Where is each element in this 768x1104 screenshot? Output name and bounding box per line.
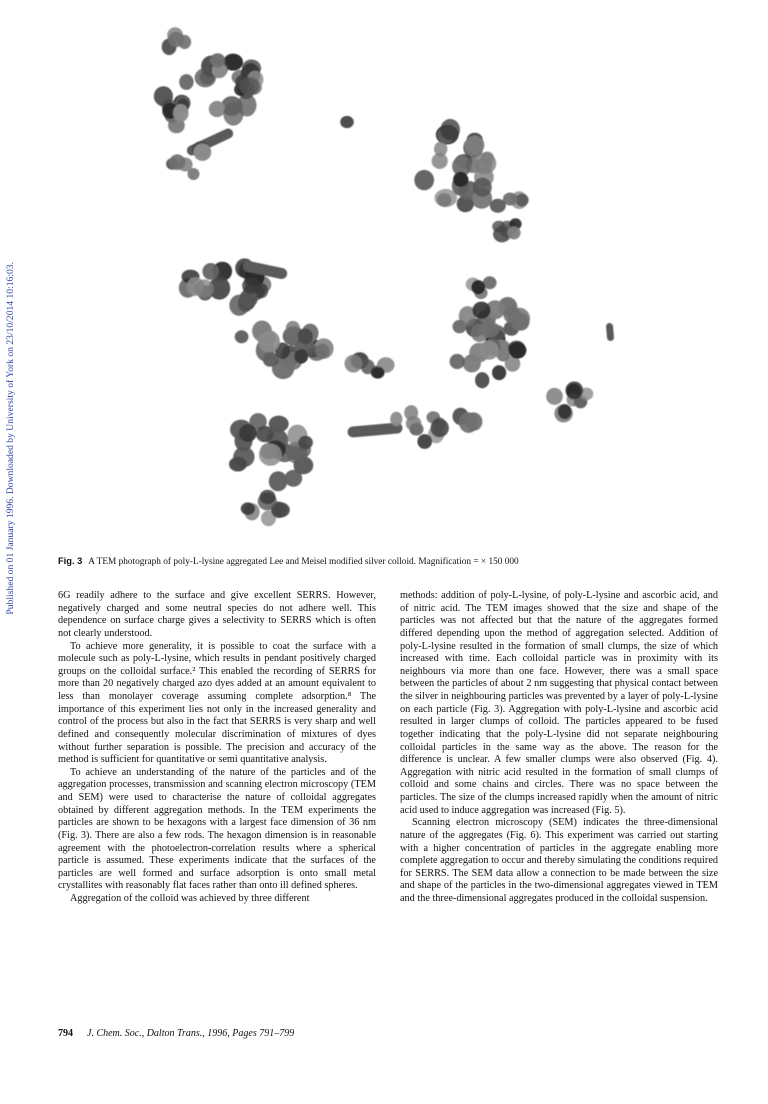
paragraph: To achieve more generality, it is possible to coat the surface with a molecule such as poly-L-lysine, which results in pendant positively charged groups on the colloidal surface.² This enabled the recording of SERRS for more than 20 negatively charged azo dyes added at an amount equivalent to less than monolayer coverage assuming complete adsorption.⁸ The importance of this experiment lies not only in the increased generality and control of the process but also in the fact that SERRS is very sharp and well defined and consequently molecular discrimination of mixtures of dyes without further separation is possible. The precision and accuracy of the method is sufficient for quantitative or semi quantitative analysis. — [58, 640, 376, 766]
figure-label: Fig. 3 — [58, 556, 83, 566]
tem-micrograph-image — [150, 22, 630, 542]
left-column — [58, 590, 376, 906]
paragraph: methods: addition of poly-L-lysine, of poly-L-lysine and ascorbic acid, and of nitric acid. The TEM images showed that the size and shape of the particles was not affected but that the nature of the aggregates formed differed depending upon the method of aggregation selected. Addition of poly-L-lysine resulted in the formation of small clumps, the size of which increased with time. Each colloidal particle was in proximity with its neighbours via more than one face. However, there was a small space between the particles of about 2 nm suggesting that physical contact between the silver in neighbouring particles was prevented by a layer of poly-L-lysine on each particle (Fig. 3). Aggregation with poly-L-lysine and ascorbic acid resulted in larger clumps of colloid. The particles appeared to be fused together indicating that the poly-L-lysine did not separate neighbouring colloidal particles in the same way as the above. The reason for the difference is unclear. A few smaller clumps were also observed (Fig. 4). Aggregation with nitric acid resulted in the formation of small clumps of colloid and some chains and circles. There was no space between the particles. The size of the clumps increased rapidly when the amount of nitric acid used to induce aggregation was increased (Fig. 5). — [400, 590, 718, 816]
page-footer — [58, 1028, 558, 1039]
paragraph: Scanning electron microscopy (SEM) indicates the three-dimensional nature of the aggregates (Fig. 6). This experiment was carried out starting with a higher concentration of particles in the aggregate enabling more complete aggregation to occur and thereby simulating the conditions required for SERRS. The SEM data allow a connection to be made between the size and shape of the particles in the two-dimensional aggregates viewed in TEM and the three-dimensional aggregates produced in the colloidal suspension. — [400, 817, 718, 904]
download-notice-text: Published on 01 January 1996. Downloaded by University of York on 23/10/2014 10:16:03. — [5, 262, 16, 615]
paragraph: 6G readily adhere to the surface and give excellent SERRS. However, negatively charged and some neutral species do not adhere well. This dependence on surface charge gives a selectivity to SERRS which is often not clearly understood. — [58, 590, 376, 639]
paragraph: To achieve an understanding of the nature of the particles and of the aggregation processes, transmission and scanning electron microscopy (TEM and SEM) were used to characterise the nature of colloidal aggregates obtained by different aggregation methods. In the TEM experiments the particles are shown to be hexagons with a largest face dimension of 36 nm (Fig. 3). There are also a few rods. The hexagon dimension is in reasonable agreement with the photoelectron-correlation results where a spherical particle is assumed. These experiments indicate that the surfaces of the particles are well formed and surface adsorption is onto small metal crystallites with reasonably flat faces rather than onto ill defined spheres. — [58, 766, 376, 892]
download-notice — [4, 262, 20, 672]
figure-caption-text: A TEM photograph of poly-L-lysine aggregated Lee and Meisel modified silver colloid. Magnification = × 150 000 — [88, 557, 519, 567]
tem-micrograph — [150, 22, 630, 542]
paragraph: Aggregation of the colloid was achieved by three different — [70, 893, 310, 904]
right-column — [400, 590, 718, 906]
journal-citation: J. Chem. Soc., Dalton Trans., 1996, Pages 791–799 — [87, 1028, 295, 1039]
figure-caption — [58, 555, 718, 568]
page-number: 794 — [58, 1028, 73, 1039]
